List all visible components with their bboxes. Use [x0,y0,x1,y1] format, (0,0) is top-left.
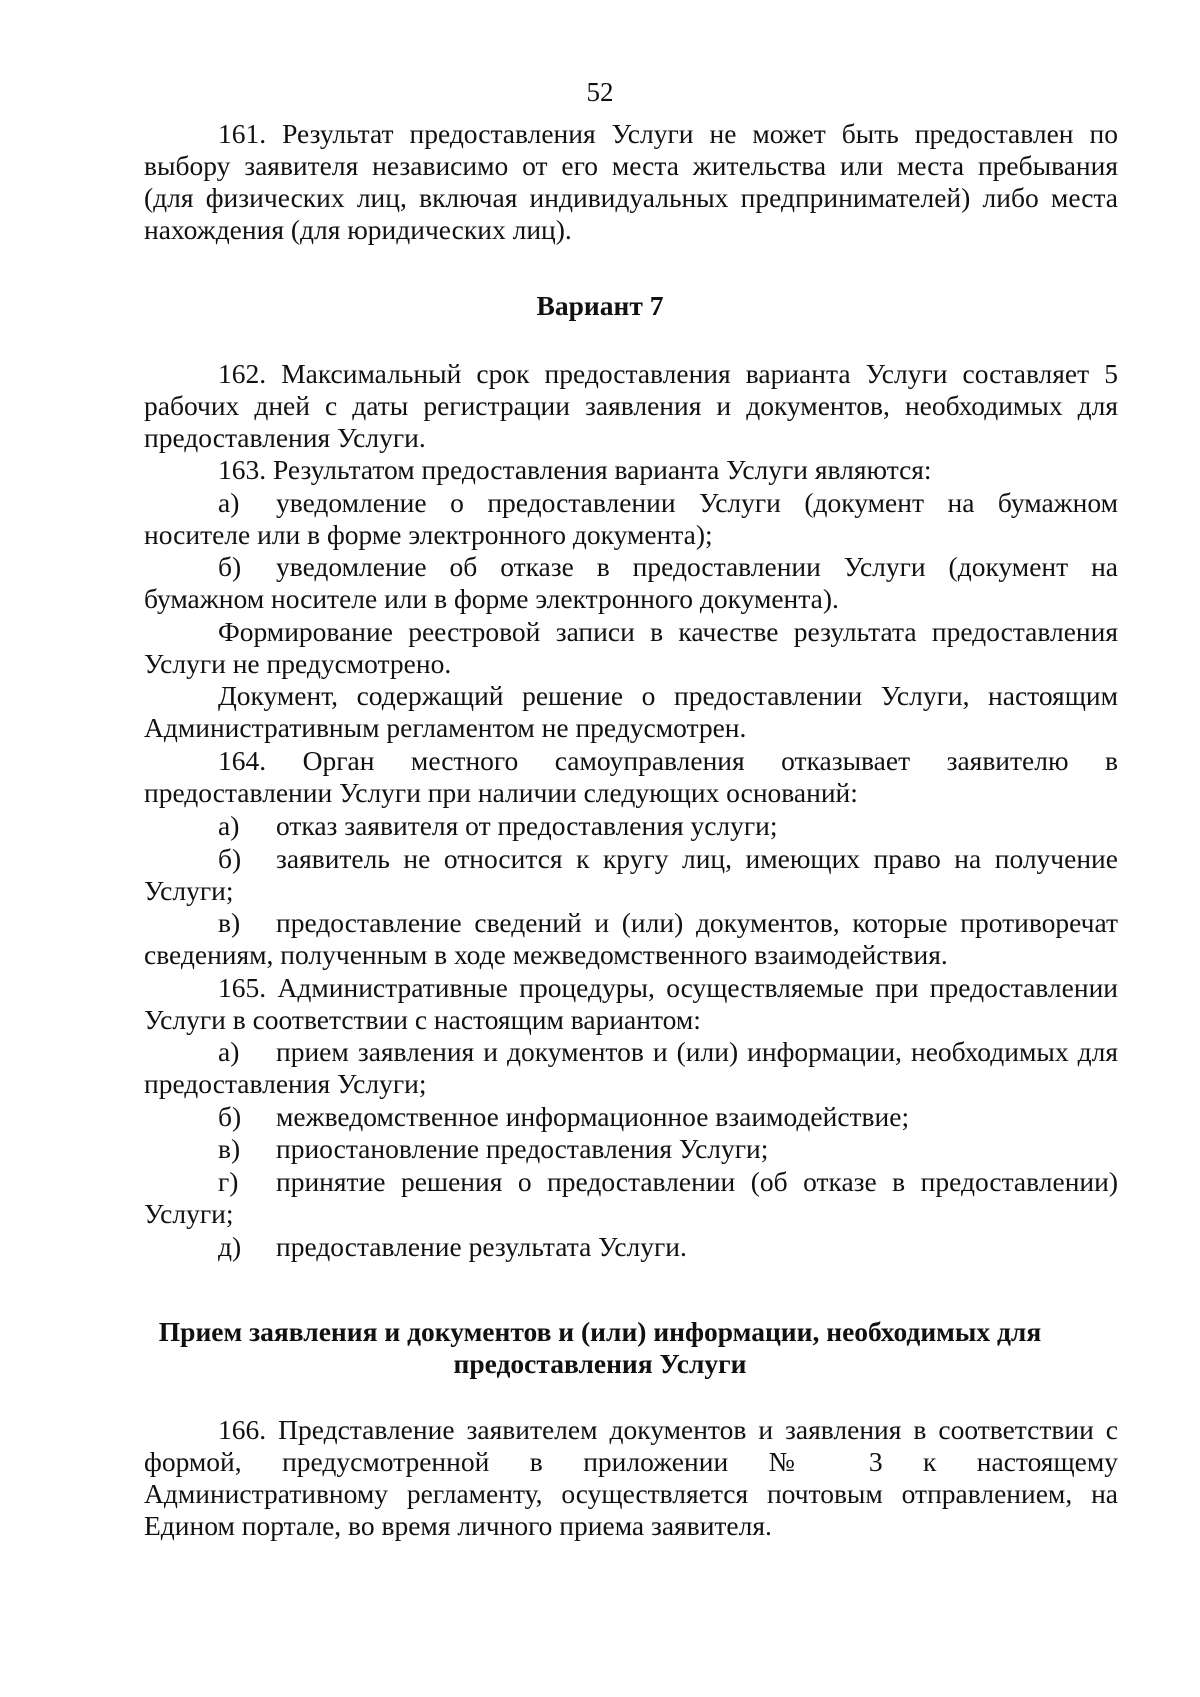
p164-item-c-text: предоставление сведений и (или) документов, которые противоречат [276,907,1118,938]
p163-item-a-label: а) [218,487,240,518]
p162-line-3: предоставления Услуги. [144,422,426,453]
variant-heading: Вариант 7 [536,290,664,321]
p161-line-4: нахождения (для юридических лиц). [144,214,572,245]
p164-item-c-cont: сведениям, полученным в ходе межведомственного взаимодействия. [144,939,948,970]
p162-line-1: 162. Максимальный срок предоставления варианта Услуги составляет 5 [218,358,1118,389]
p165-item-d-text: принятие решения о предоставлении (об отказе в предоставлении) [276,1166,1118,1197]
p165-item-e-text: предоставление результата Услуги. [276,1231,687,1262]
p165-item-c-label: в) [218,1133,241,1164]
p163-item-a-text: уведомление о предоставлении Услуги (документ на бумажном [276,487,1118,518]
p166-line-3: Административному регламенту, осуществляется почтовым отправлением, на [144,1478,1118,1509]
p166-line-2: формой, предусмотренной в приложении № 3 к настоящему [144,1446,1118,1477]
p-registry-line-2: Услуги не предусмотрено. [144,648,452,679]
p164-item-b-text: заявитель не относится к кругу лиц, имеющих право на получение [276,843,1118,874]
p165-line-1: 165. Административные процедуры, осуществляемые при предоставлении [218,972,1118,1003]
p165-item-a-label: а) [218,1036,240,1067]
p165-item-d-label: г) [218,1166,239,1197]
p161-line-3: (для физических лиц, включая индивидуальных предпринимателей) либо места [144,182,1118,213]
p-document-line-2: Административным регламентом не предусмотрен. [144,712,747,743]
section-heading-line-2: предоставления Услуги [453,1348,747,1379]
p165-item-e-label: д) [218,1231,242,1262]
p164-item-c-label: в) [218,907,241,938]
p-registry-line-1: Формирование реестровой записи в качестве результата предоставления [218,616,1118,647]
p164-item-b-label: б) [218,843,242,874]
p165-item-c-text: приостановление предоставления Услуги; [276,1133,769,1164]
p161-line-2: выбору заявителя независимо от его места жительства или места пребывания [144,150,1118,181]
p164-item-a-label: а) [218,810,240,841]
p163-item-a-cont: носителе или в форме электронного документа); [144,519,713,550]
p163-line-1: 163. Результатом предоставления варианта Услуги являются: [218,454,932,485]
page-number: 52 [586,77,614,107]
p166-line-4: Едином портале, во время личного приема заявителя. [144,1510,772,1541]
p164-line-2: предоставлении Услуги при наличии следующих оснований: [144,777,858,808]
p165-item-d-cont: Услуги; [144,1198,234,1229]
p162-line-2: рабочих дней с даты регистрации заявления и документов, необходимых для [144,390,1118,421]
p163-item-b-label: б) [218,551,242,582]
p164-line-1: 164. Орган местного самоуправления отказывает заявителю в [218,745,1118,776]
p163-item-b-text: уведомление об отказе в предоставлении Услуги (документ на [276,551,1118,582]
p161-line-1: 161. Результат предоставления Услуги не может быть предоставлен по [218,118,1118,149]
p164-item-a-text: отказ заявителя от предоставления услуги; [276,810,778,841]
p163-item-b-cont: бумажном носителе или в форме электронного документа). [144,583,839,614]
p-document-line-1: Документ, содержащий решение о предоставлении Услуги, настоящим [218,680,1118,711]
p166-line-1: 166. Представление заявителем документов и заявления в соответствии с [218,1414,1118,1445]
section-heading-line-1: Прием заявления и документов и (или) информации, необходимых для [158,1316,1042,1347]
p165-line-2: Услуги в соответствии с настоящим вариантом: [144,1004,701,1035]
p165-item-b-text: межведомственное информационное взаимодействие; [276,1101,910,1132]
p165-item-b-label: б) [218,1101,242,1132]
p165-item-a-cont: предоставления Услуги; [144,1068,427,1099]
p165-item-a-text: прием заявления и документов и (или) информации, необходимых для [276,1036,1118,1067]
p164-item-b-cont: Услуги; [144,875,234,906]
